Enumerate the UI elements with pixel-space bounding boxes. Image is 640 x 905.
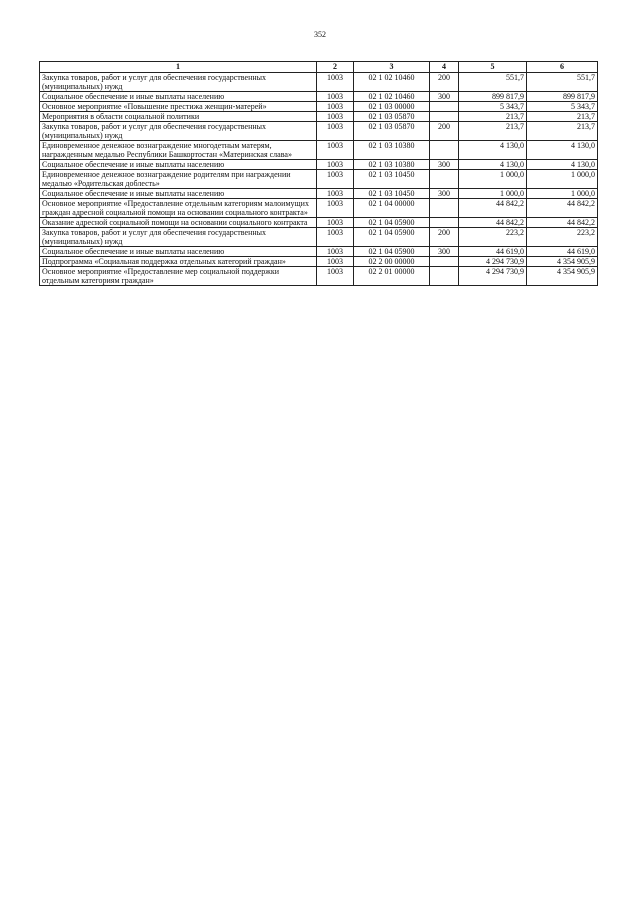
header-row <box>40 62 598 73</box>
row-code: 02 1 03 10450 <box>354 189 430 199</box>
table-row <box>40 247 598 257</box>
row-section: 1003 <box>317 189 354 199</box>
row-value-5: 4 130,0 <box>459 141 527 160</box>
row-value-6: 4 354 905,9 <box>527 267 598 286</box>
row-code: 02 1 02 10460 <box>354 92 430 102</box>
row-value-6: 899 817,9 <box>527 92 598 102</box>
row-value-5: 1 000,0 <box>459 189 527 199</box>
header-col-3: 3 <box>354 62 430 73</box>
table-row <box>40 122 598 141</box>
row-section: 1003 <box>317 73 354 92</box>
budget-table <box>39 61 598 286</box>
row-value-6: 4 130,0 <box>527 141 598 160</box>
row-name: Единовременное денежное вознаграждение родителям при награждении медалью «Родительская доблесть» <box>40 170 317 189</box>
row-value-6: 4 130,0 <box>527 160 598 170</box>
row-type <box>430 218 459 228</box>
row-code: 02 1 04 05900 <box>354 228 430 247</box>
row-value-5: 4 294 730,9 <box>459 257 527 267</box>
row-code: 02 1 03 10380 <box>354 160 430 170</box>
table-row <box>40 228 598 247</box>
row-code: 02 1 04 05900 <box>354 247 430 257</box>
row-section: 1003 <box>317 267 354 286</box>
row-value-6: 5 343,7 <box>527 102 598 112</box>
row-section: 1003 <box>317 247 354 257</box>
row-type <box>430 267 459 286</box>
row-type: 200 <box>430 73 459 92</box>
row-name: Единовременное денежное вознаграждение многодетным матерям, награжденным медалью Республики Башкортостан «Материнская слава» <box>40 141 317 160</box>
row-section: 1003 <box>317 218 354 228</box>
row-code: 02 1 03 00000 <box>354 102 430 112</box>
header-col-2: 2 <box>317 62 354 73</box>
row-section: 1003 <box>317 170 354 189</box>
row-type: 200 <box>430 122 459 141</box>
table-row <box>40 92 598 102</box>
row-type <box>430 112 459 122</box>
table-body <box>40 73 598 286</box>
row-code: 02 1 03 05870 <box>354 122 430 141</box>
table-row <box>40 141 598 160</box>
row-type: 200 <box>430 228 459 247</box>
table-row <box>40 160 598 170</box>
row-value-5: 44 842,2 <box>459 199 527 218</box>
row-code: 02 1 04 00000 <box>354 199 430 218</box>
row-value-6: 213,7 <box>527 122 598 141</box>
row-code: 02 1 04 05900 <box>354 218 430 228</box>
row-code: 02 1 02 10460 <box>354 73 430 92</box>
row-code: 02 1 03 10450 <box>354 170 430 189</box>
table-row <box>40 218 598 228</box>
row-value-5: 4 130,0 <box>459 160 527 170</box>
row-code: 02 2 01 00000 <box>354 267 430 286</box>
row-type <box>430 102 459 112</box>
row-section: 1003 <box>317 141 354 160</box>
row-value-5: 551,7 <box>459 73 527 92</box>
row-value-6: 223,2 <box>527 228 598 247</box>
row-type: 300 <box>430 160 459 170</box>
header-col-1: 1 <box>40 62 317 73</box>
row-code: 02 1 03 05870 <box>354 112 430 122</box>
row-type <box>430 141 459 160</box>
row-name: Закупка товаров, работ и услуг для обеспечения государственных (муниципальных) нужд <box>40 228 317 247</box>
table-row <box>40 73 598 92</box>
row-value-6: 44 842,2 <box>527 218 598 228</box>
row-section: 1003 <box>317 160 354 170</box>
row-name: Основное мероприятие «Повышение престижа женщин-матерей» <box>40 102 317 112</box>
row-name: Оказание адресной социальной помощи на основании социального контракта <box>40 218 317 228</box>
row-name: Подпрограмма «Социальная поддержка отдельных категорий граждан» <box>40 257 317 267</box>
row-name: Социальное обеспечение и иные выплаты населению <box>40 160 317 170</box>
row-name: Мероприятия в области социальной политики <box>40 112 317 122</box>
header-col-4: 4 <box>430 62 459 73</box>
row-value-6: 213,7 <box>527 112 598 122</box>
row-section: 1003 <box>317 199 354 218</box>
row-section: 1003 <box>317 112 354 122</box>
row-value-5: 223,2 <box>459 228 527 247</box>
table-row <box>40 199 598 218</box>
row-section: 1003 <box>317 228 354 247</box>
row-section: 1003 <box>317 257 354 267</box>
table-row <box>40 170 598 189</box>
row-type <box>430 257 459 267</box>
row-type <box>430 199 459 218</box>
row-code: 02 1 03 10380 <box>354 141 430 160</box>
row-value-5: 4 294 730,9 <box>459 267 527 286</box>
header-col-5: 5 <box>459 62 527 73</box>
row-section: 1003 <box>317 92 354 102</box>
row-type: 300 <box>430 92 459 102</box>
row-value-6: 4 354 905,9 <box>527 257 598 267</box>
table-row <box>40 102 598 112</box>
row-name: Социальное обеспечение и иные выплаты населению <box>40 92 317 102</box>
page-number: 352 <box>314 30 326 39</box>
row-value-5: 44 619,0 <box>459 247 527 257</box>
row-section: 1003 <box>317 122 354 141</box>
table-row <box>40 257 598 267</box>
table-row <box>40 112 598 122</box>
row-value-6: 1 000,0 <box>527 170 598 189</box>
row-type: 300 <box>430 189 459 199</box>
row-name: Закупка товаров, работ и услуг для обеспечения государственных (муниципальных) нужд <box>40 73 317 92</box>
row-name: Основное мероприятие «Предоставление отдельным категориям малоимущих граждан адресной социальной помощи на основании социального контракта» <box>40 199 317 218</box>
row-value-5: 5 343,7 <box>459 102 527 112</box>
row-type: 300 <box>430 247 459 257</box>
row-value-5: 899 817,9 <box>459 92 527 102</box>
row-code: 02 2 00 00000 <box>354 257 430 267</box>
header-col-6: 6 <box>527 62 598 73</box>
row-type <box>430 170 459 189</box>
row-value-6: 551,7 <box>527 73 598 92</box>
table-row <box>40 267 598 286</box>
row-name: Закупка товаров, работ и услуг для обеспечения государственных (муниципальных) нужд <box>40 122 317 141</box>
row-name: Социальное обеспечение и иные выплаты населению <box>40 189 317 199</box>
row-section: 1003 <box>317 102 354 112</box>
row-value-5: 213,7 <box>459 112 527 122</box>
row-value-6: 44 842,2 <box>527 199 598 218</box>
row-value-5: 213,7 <box>459 122 527 141</box>
row-value-6: 44 619,0 <box>527 247 598 257</box>
row-value-5: 44 842,2 <box>459 218 527 228</box>
row-name: Основное мероприятие «Предоставление мер социальной поддержки отдельным категориям граждан» <box>40 267 317 286</box>
table-row <box>40 189 598 199</box>
row-value-6: 1 000,0 <box>527 189 598 199</box>
row-value-5: 1 000,0 <box>459 170 527 189</box>
row-name: Социальное обеспечение и иные выплаты населению <box>40 247 317 257</box>
